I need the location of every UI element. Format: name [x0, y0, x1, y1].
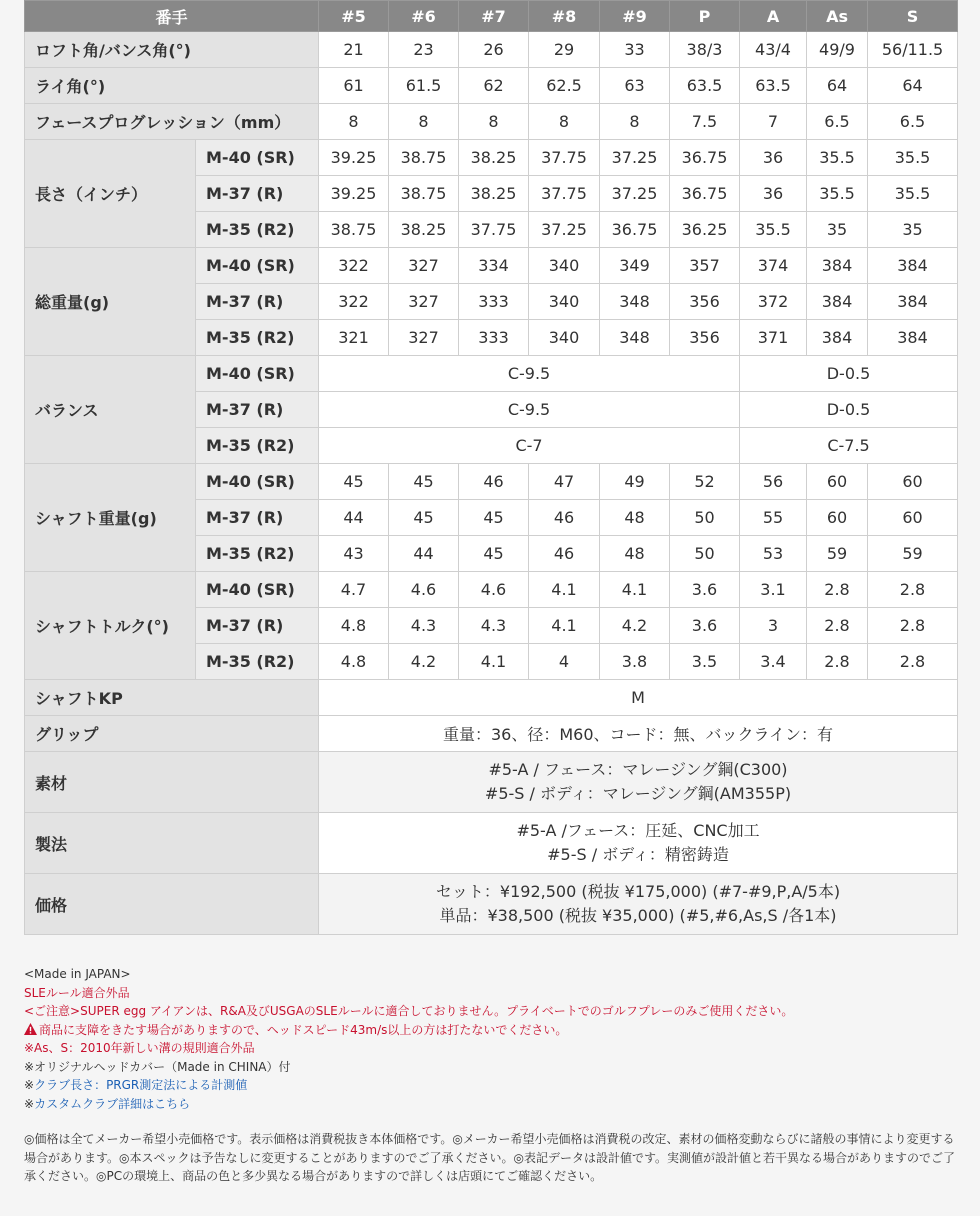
- value-cell: 4.1: [600, 572, 670, 608]
- shaft-label: M-40 (SR): [196, 356, 319, 392]
- row-label: シャフト重量(g): [25, 464, 196, 572]
- value-cell: 46: [529, 536, 600, 572]
- value-cell: 44: [319, 500, 389, 536]
- sle-note: SLEルール適合外品: [24, 985, 130, 1000]
- value-cell: 53: [740, 536, 807, 572]
- value-cell: 2.8: [807, 572, 868, 608]
- value-cell: 35: [807, 212, 868, 248]
- made-in-note: <Made in JAPAN>: [24, 967, 131, 981]
- value-cell: 6.5: [807, 104, 868, 140]
- value-cell: 8: [459, 104, 529, 140]
- method-line: #5-A /フェース：圧延、CNC加工: [516, 821, 760, 840]
- value-cell: 38.25: [459, 140, 529, 176]
- value-cell: 47: [529, 464, 600, 500]
- value-cell: 52: [670, 464, 740, 500]
- shaft-label: M-37 (R): [196, 284, 319, 320]
- value-cell: 45: [389, 500, 459, 536]
- value-cell: 33: [600, 32, 670, 68]
- value-cell: 46: [529, 500, 600, 536]
- value-cell: 38.25: [459, 176, 529, 212]
- value-cell: 39.25: [319, 140, 389, 176]
- row-label: ロフト角/バンス角(°): [25, 32, 319, 68]
- value-cell: 36.75: [600, 212, 670, 248]
- value-cell: 3: [740, 608, 807, 644]
- kp-row: [25, 680, 958, 716]
- value-cell: 43/4: [740, 32, 807, 68]
- value-cell: 327: [389, 320, 459, 356]
- value-cell: 4.1: [529, 572, 600, 608]
- value-cell: 64: [807, 68, 868, 104]
- value-cell: 50: [670, 500, 740, 536]
- shaft-label: M-37 (R): [196, 608, 319, 644]
- value-cell: 2.8: [868, 644, 958, 680]
- footnote: [24, 1130, 956, 1186]
- value-cell: 35: [868, 212, 958, 248]
- value-cell: 26: [459, 32, 529, 68]
- value-cell: 2.8: [807, 644, 868, 680]
- torque-row: [25, 572, 958, 608]
- header-cell: S: [868, 1, 958, 32]
- value-cell: 44: [389, 536, 459, 572]
- value-cell: 4.8: [319, 644, 389, 680]
- grip-value: 重量：36、径：M60、コード：無、バックライン：有: [319, 716, 958, 752]
- shaft-label: M-35 (R2): [196, 212, 319, 248]
- value-cell: 2.8: [868, 608, 958, 644]
- value-cell: 29: [529, 32, 600, 68]
- balance-value-irons: C-9.5: [319, 392, 740, 428]
- value-cell: 55: [740, 500, 807, 536]
- custom-club-link[interactable]: カスタムクラブ詳細はこちら: [34, 1096, 191, 1111]
- value-cell: 38/3: [670, 32, 740, 68]
- value-cell: 2.8: [868, 572, 958, 608]
- shaft-label: M-37 (R): [196, 500, 319, 536]
- value-cell: 56: [740, 464, 807, 500]
- value-cell: 3.1: [740, 572, 807, 608]
- row-label: バランス: [25, 356, 196, 464]
- value-cell: 45: [459, 500, 529, 536]
- price-value: [319, 874, 958, 935]
- value-cell: 321: [319, 320, 389, 356]
- caution-note: <ご注意>SUPER egg アイアンは、R&A及びUSGAのSLEルールに適合しておりません。プライベートでのゴルフプレーのみご使用ください。: [24, 1004, 794, 1018]
- value-cell: 37.25: [600, 176, 670, 212]
- price-line: セット：¥192,500 (税抜 ¥175,000) (#7-#9,P,A/5本): [435, 882, 841, 901]
- custom-club-note: [24, 1095, 956, 1114]
- material-line: #5-S / ボディ：マレージング鋼(AM355P): [484, 784, 792, 803]
- value-cell: 60: [807, 500, 868, 536]
- note-prefix: ※: [24, 1078, 35, 1092]
- value-cell: 35.5: [807, 140, 868, 176]
- value-cell: 38.75: [389, 140, 459, 176]
- row-label: 製法: [25, 813, 319, 874]
- value-cell: 48: [600, 500, 670, 536]
- row-label: 価格: [25, 874, 319, 935]
- balance-value-irons: C-9.5: [319, 356, 740, 392]
- row-label: シャフトトルク(°): [25, 572, 196, 680]
- footnote-line: 承ください。◎PCの環境上、商品の色と多少異なる場合がありますので詳しくは店頭にてご確認ください。: [24, 1169, 603, 1183]
- value-cell: 48: [600, 536, 670, 572]
- header-cell: #9: [600, 1, 670, 32]
- value-cell: 62: [459, 68, 529, 104]
- value-cell: 384: [807, 248, 868, 284]
- value-cell: 384: [807, 320, 868, 356]
- shaft-label: M-40 (SR): [196, 140, 319, 176]
- value-cell: 63: [600, 68, 670, 104]
- header-cell: A: [740, 1, 807, 32]
- value-cell: 36.25: [670, 212, 740, 248]
- value-cell: 327: [389, 248, 459, 284]
- header-cell: As: [807, 1, 868, 32]
- value-cell: 61: [319, 68, 389, 104]
- value-cell: 64: [868, 68, 958, 104]
- value-cell: 60: [868, 500, 958, 536]
- value-cell: 63.5: [670, 68, 740, 104]
- note-prefix: ※: [24, 1096, 35, 1111]
- value-cell: 37.75: [529, 140, 600, 176]
- value-cell: 371: [740, 320, 807, 356]
- value-cell: 7.5: [670, 104, 740, 140]
- value-cell: 62.5: [529, 68, 600, 104]
- value-cell: 4.1: [459, 644, 529, 680]
- balance-row: [25, 356, 958, 392]
- row-label: ライ角(°): [25, 68, 319, 104]
- shaft-label: M-35 (R2): [196, 536, 319, 572]
- value-cell: 45: [389, 464, 459, 500]
- value-cell: 37.75: [459, 212, 529, 248]
- row-label: 素材: [25, 752, 319, 813]
- loft-row: [25, 32, 958, 68]
- value-cell: 3.4: [740, 644, 807, 680]
- value-cell: 374: [740, 248, 807, 284]
- club-length-note: [24, 1076, 956, 1095]
- value-cell: 2.8: [807, 608, 868, 644]
- value-cell: 36: [740, 140, 807, 176]
- value-cell: 7: [740, 104, 807, 140]
- value-cell: 35.5: [868, 176, 958, 212]
- value-cell: 38.25: [389, 212, 459, 248]
- value-cell: 38.75: [389, 176, 459, 212]
- club-length-link[interactable]: クラブ長さ：PRGR測定法による計測値: [34, 1078, 248, 1092]
- value-cell: 35.5: [807, 176, 868, 212]
- header-number: 番手: [25, 1, 319, 32]
- shaft-label: M-40 (SR): [196, 572, 319, 608]
- material-line: #5-A / フェース：マレージング鋼(C300): [488, 760, 788, 779]
- notes: [24, 965, 956, 1113]
- value-cell: 23: [389, 32, 459, 68]
- price-row: [25, 874, 958, 935]
- value-cell: 50: [670, 536, 740, 572]
- shaft-label: M-40 (SR): [196, 464, 319, 500]
- value-cell: 49/9: [807, 32, 868, 68]
- value-cell: 37.75: [529, 176, 600, 212]
- value-cell: 21: [319, 32, 389, 68]
- header-cell: #8: [529, 1, 600, 32]
- value-cell: 4.2: [600, 608, 670, 644]
- value-cell: 49: [600, 464, 670, 500]
- value-cell: 59: [807, 536, 868, 572]
- header-cell: #5: [319, 1, 389, 32]
- weight-row: [25, 248, 958, 284]
- value-cell: 4.2: [389, 644, 459, 680]
- row-label: グリップ: [25, 716, 319, 752]
- value-cell: 4.6: [459, 572, 529, 608]
- value-cell: 63.5: [740, 68, 807, 104]
- shaft-label: M-35 (R2): [196, 428, 319, 464]
- shaft-weight-row: [25, 464, 958, 500]
- value-cell: 4.8: [319, 608, 389, 644]
- value-cell: 36.75: [670, 140, 740, 176]
- value-cell: 384: [868, 284, 958, 320]
- value-cell: 4: [529, 644, 600, 680]
- value-cell: 384: [807, 284, 868, 320]
- balance-value-irons: C-7: [319, 428, 740, 464]
- shaft-label: M-35 (R2): [196, 320, 319, 356]
- headcover-note: ※オリジナルヘッドカバー（Made in CHINA）付: [24, 1059, 291, 1074]
- progression-row: [25, 104, 958, 140]
- warning-icon: [24, 1022, 37, 1034]
- value-cell: 327: [389, 284, 459, 320]
- value-cell: 4.3: [389, 608, 459, 644]
- value-cell: 37.25: [600, 140, 670, 176]
- header-row: [25, 1, 958, 32]
- value-cell: 4.7: [319, 572, 389, 608]
- value-cell: 4.6: [389, 572, 459, 608]
- method-line: #5-S / ボディ：精密鋳造: [547, 845, 729, 864]
- value-cell: 340: [529, 284, 600, 320]
- value-cell: 35.5: [740, 212, 807, 248]
- value-cell: 340: [529, 320, 600, 356]
- shaft-label: M-35 (R2): [196, 644, 319, 680]
- length-row: [25, 140, 958, 176]
- spec-table-container: [24, 0, 956, 935]
- value-cell: 6.5: [868, 104, 958, 140]
- shaft-label: M-40 (SR): [196, 248, 319, 284]
- value-cell: 36.75: [670, 176, 740, 212]
- row-label: 総重量(g): [25, 248, 196, 356]
- grip-row: [25, 716, 958, 752]
- value-cell: 4.1: [529, 608, 600, 644]
- value-cell: 60: [868, 464, 958, 500]
- value-cell: 384: [868, 248, 958, 284]
- value-cell: 43: [319, 536, 389, 572]
- value-cell: 322: [319, 284, 389, 320]
- value-cell: 348: [600, 320, 670, 356]
- value-cell: 38.75: [319, 212, 389, 248]
- value-cell: 372: [740, 284, 807, 320]
- lie-row: [25, 68, 958, 104]
- value-cell: 322: [319, 248, 389, 284]
- warning-text: 商品に支障をきたす場合がありますので、ヘッドスピード43m/s以上の方は打たないでください。: [39, 1022, 568, 1037]
- shaft-label: M-37 (R): [196, 392, 319, 428]
- row-label: シャフトKP: [25, 680, 319, 716]
- value-cell: 61.5: [389, 68, 459, 104]
- value-cell: 59: [868, 536, 958, 572]
- value-cell: 4.3: [459, 608, 529, 644]
- header-cell: #6: [389, 1, 459, 32]
- balance-value-wedges: D-0.5: [740, 356, 958, 392]
- value-cell: 349: [600, 248, 670, 284]
- method-value: [319, 813, 958, 874]
- value-cell: 348: [600, 284, 670, 320]
- value-cell: 35.5: [868, 140, 958, 176]
- balance-value-wedges: C-7.5: [740, 428, 958, 464]
- value-cell: 45: [319, 464, 389, 500]
- row-label: 長さ（インチ）: [25, 140, 196, 248]
- method-row: [25, 813, 958, 874]
- value-cell: 333: [459, 284, 529, 320]
- groove-note: ※As、S：2010年新しい溝の規則適合外品: [24, 1041, 255, 1055]
- footnote-line: 場合があります。◎本スペックは予告なしに変更することがありますのでご了承ください。◎表記データは設計値です。実測値が設計値と若干異なる場合がありますのでご了: [24, 1150, 956, 1165]
- value-cell: 39.25: [319, 176, 389, 212]
- value-cell: 8: [389, 104, 459, 140]
- value-cell: 356: [670, 320, 740, 356]
- material-value: [319, 752, 958, 813]
- shaft-label: M-37 (R): [196, 176, 319, 212]
- value-cell: 333: [459, 320, 529, 356]
- value-cell: 340: [529, 248, 600, 284]
- value-cell: 8: [529, 104, 600, 140]
- kp-value: M: [319, 680, 958, 716]
- balance-value-wedges: D-0.5: [740, 392, 958, 428]
- price-line: 単品：¥38,500 (税抜 ¥35,000) (#5,#6,As,S /各1本): [439, 906, 837, 925]
- value-cell: 3.6: [670, 572, 740, 608]
- header-cell: #7: [459, 1, 529, 32]
- value-cell: 3.5: [670, 644, 740, 680]
- warning-note: [24, 1021, 956, 1040]
- value-cell: 8: [600, 104, 670, 140]
- material-row: [25, 752, 958, 813]
- header-cell: P: [670, 1, 740, 32]
- value-cell: 37.25: [529, 212, 600, 248]
- value-cell: 356: [670, 284, 740, 320]
- value-cell: 60: [807, 464, 868, 500]
- value-cell: 384: [868, 320, 958, 356]
- spec-table: [24, 0, 958, 935]
- value-cell: 8: [319, 104, 389, 140]
- value-cell: 3.8: [600, 644, 670, 680]
- value-cell: 357: [670, 248, 740, 284]
- value-cell: 334: [459, 248, 529, 284]
- value-cell: 56/11.5: [868, 32, 958, 68]
- footnote-line: ◎価格は全てメーカー希望小売価格です。表示価格は消費税抜き本体価格です。◎メーカー希望小売価格は消費税の改定、素材の価格変動ならびに諸般の事情により変更する: [24, 1132, 955, 1146]
- value-cell: 3.6: [670, 608, 740, 644]
- value-cell: 36: [740, 176, 807, 212]
- row-label: フェースプログレッション（mm）: [25, 104, 319, 140]
- value-cell: 46: [459, 464, 529, 500]
- value-cell: 45: [459, 536, 529, 572]
